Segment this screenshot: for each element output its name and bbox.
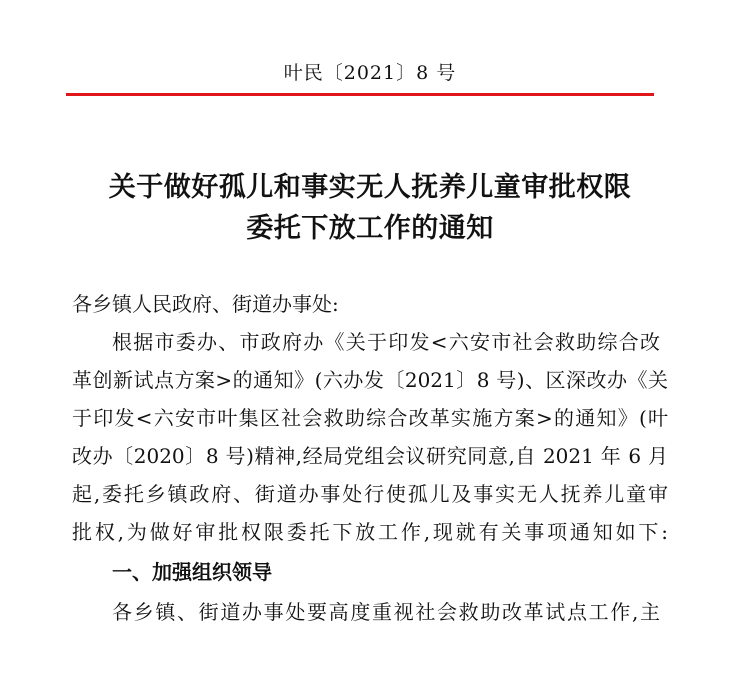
body-line-2: 革创新试点方案>的通知》(六办发〔2021〕8 号)、区深改办《关	[72, 368, 668, 392]
section-heading: 一、加强组织领导	[112, 560, 272, 584]
section-body-line-1: 各乡镇、街道办事处要高度重视社会救助改革试点工作,主	[112, 600, 660, 624]
salutation: 各乡镇人民政府、街道办事处:	[72, 292, 339, 316]
body-line-6: 批权,为做好审批权限委托下放工作,现就有关事项通知如下:	[72, 520, 668, 544]
document-title-line-2: 委托下放工作的通知	[246, 213, 494, 244]
body-line-4: 改办〔2020〕8 号)精神,经局党组会议研究同意,自 2021 年 6 月	[72, 444, 668, 468]
body-line-1: 根据市委办、市政府办《关于印发<六安市社会救助综合改	[112, 330, 660, 354]
red-header-rule	[66, 93, 654, 96]
document-number: 叶民〔2021〕8 号	[283, 62, 457, 84]
body-line-3: 于印发<六安市叶集区社会救助综合改革实施方案>的通知》(叶	[72, 406, 668, 430]
document-title-line-1: 关于做好孤儿和事实无人抚养儿童审批权限	[108, 172, 632, 203]
body-line-5: 起,委托乡镇政府、街道办事处行使孤儿及事实无人抚养儿童审	[72, 482, 668, 506]
